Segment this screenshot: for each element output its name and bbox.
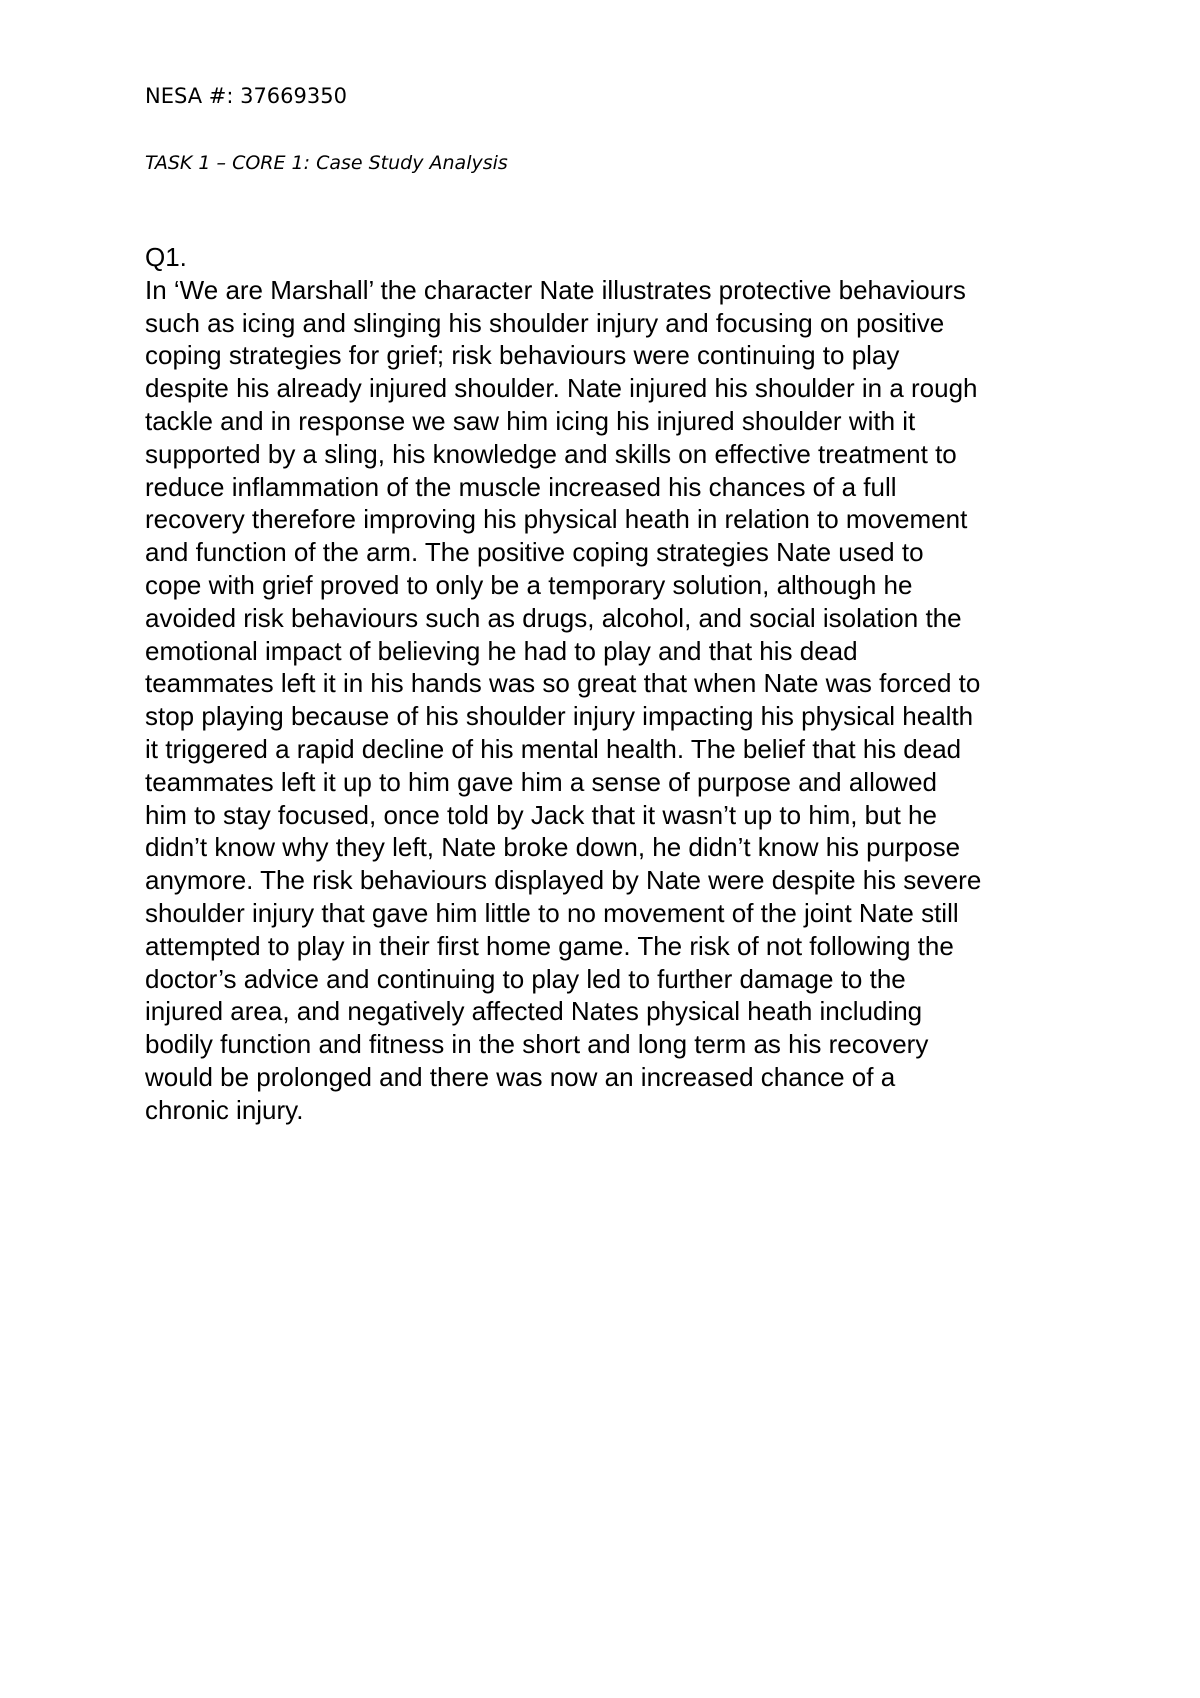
answer-line: avoided risk behaviours such as drugs, alcohol, and social isolation the	[145, 602, 962, 633]
answer-line: supported by a sling, his knowledge and skills on effective treatment to	[145, 438, 957, 469]
answer-line: tackle and in response we saw him icing his injured shoulder with it	[145, 405, 916, 436]
answer-line: cope with grief proved to only be a temporary solution, although he	[145, 569, 913, 600]
answer-line: In ‘We are Marshall’ the character Nate illustrates protective behaviours	[145, 274, 966, 305]
answer-line: doctor’s advice and continuing to play led to further damage to the	[145, 963, 906, 994]
answer-line: recovery therefore improving his physical heath in relation to movement	[145, 504, 968, 535]
answer-line: despite his already injured shoulder. Nate injured his shoulder in a rough	[145, 373, 978, 404]
answer-line: chronic injury.	[145, 1094, 304, 1125]
answer-line: emotional impact of believing he had to play and that his dead	[145, 635, 858, 666]
answer-line: injured area, and negatively affected Nates physical heath including	[145, 996, 923, 1027]
nesa-number: NESA #: 37669350	[145, 84, 347, 108]
answer-line: such as icing and slinging his shoulder injury and focusing on positive	[145, 307, 945, 338]
answer-line: reduce inflammation of the muscle increased his chances of a full	[145, 471, 897, 502]
answer-line: didn’t know why they left, Nate broke down, he didn’t know his purpose	[145, 832, 961, 863]
question-block	[145, 241, 1085, 1127]
answer-line: teammates left it up to him gave him a sense of purpose and allowed	[145, 766, 937, 797]
answer-line: and function of the arm. The positive coping strategies Nate used to	[145, 537, 924, 568]
question-label: Q1.	[145, 242, 187, 272]
answer-line: bodily function and fitness in the short and long term as his recovery	[145, 1029, 929, 1060]
answer-line: stop playing because of his shoulder injury impacting his physical health	[145, 701, 974, 732]
answer-line: anymore. The risk behaviours displayed by Nate were despite his severe	[145, 865, 982, 896]
answer-line: him to stay focused, once told by Jack that it wasn’t up to him, but he	[145, 799, 937, 830]
answer-line: it triggered a rapid decline of his mental health. The belief that his dead	[145, 733, 962, 764]
answer-line: shoulder injury that gave him little to no movement of the joint Nate still	[145, 897, 959, 928]
answer-line: teammates left it in his hands was so great that when Nate was forced to	[145, 668, 981, 699]
answer-line: would be prolonged and there was now an increased chance of a	[145, 1061, 896, 1092]
answer-line: attempted to play in their first home game. The risk of not following the	[145, 930, 954, 961]
task-title: TASK 1 – CORE 1: Case Study Analysis	[145, 152, 508, 174]
answer-line: coping strategies for grief; risk behaviours were continuing to play	[145, 340, 900, 371]
